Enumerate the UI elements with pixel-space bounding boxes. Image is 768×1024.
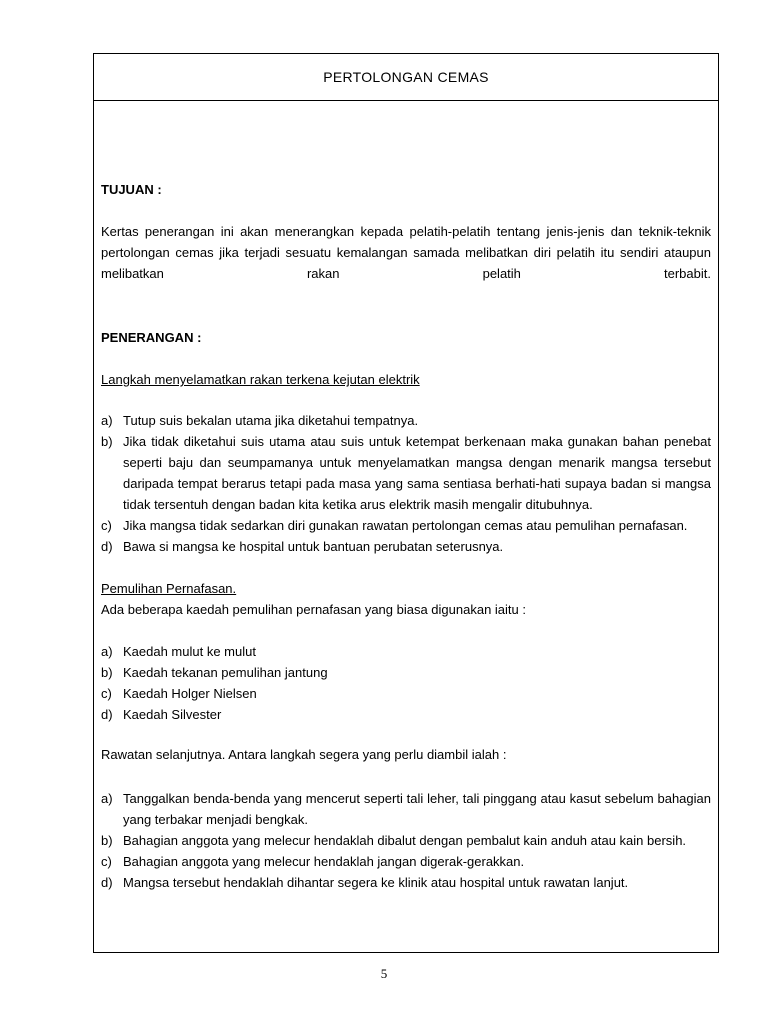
document-frame bbox=[93, 53, 719, 953]
section3-list bbox=[101, 788, 711, 893]
page-title: PERTOLONGAN CEMAS bbox=[94, 54, 718, 101]
list-item: a) Kaedah mulut ke mulut bbox=[101, 644, 256, 659]
list-item: c) Bahagian anggota yang melecur hendaklah jangan digerak-gerakkan. bbox=[101, 854, 525, 869]
list-item: d) Kaedah Silvester bbox=[101, 707, 222, 722]
section2-subheading: Pemulihan Pernafasan. bbox=[101, 581, 237, 596]
tujuan-paragraph: Kertas penerangan ini akan menerangkan kepada pelatih-pelatih tentang jenis-jenis dan teknik-teknik pertolongan cemas jika terjadi sesuatu kemalangan samada melibatkan diri pelatih itu sendiri ataupun melibatkan rakan pelatih terbabit. bbox=[101, 224, 711, 281]
list-item: b) Kaedah tekanan pemulihan jantung bbox=[101, 665, 328, 680]
list-item: b) Jika tidak diketahui suis utama atau suis untuk ketempat berkenaan maka gunakan bahan penebat seperti baju dan seumpamanya untuk menyelamatkan mangsa dengan menarik mangsa tersebut daripada tempat berarus tetapi pada masa yang sama sentiasa berhati-hati supaya badan si mangsa tidak tersentuh dengan badan kita ketika arus elektrik masih mengalir ditubuhnya. bbox=[101, 434, 711, 512]
list-item: b) Bahagian anggota yang melecur hendaklah dibalut dengan pembalut kain anduh atau kain bersih. bbox=[101, 833, 687, 848]
section3-intro: Rawatan selanjutnya. Antara langkah segera yang perlu diambil ialah : bbox=[101, 747, 507, 762]
page-number: 5 bbox=[380, 966, 388, 981]
list-item: d) Bawa si mangsa ke hospital untuk bantuan perubatan seterusnya. bbox=[101, 539, 504, 554]
penerangan-heading: PENERANGAN : bbox=[101, 330, 202, 345]
section1-subheading: Langkah menyelamatkan rakan terkena kejutan elektrik bbox=[101, 372, 420, 387]
section2-list bbox=[101, 641, 711, 725]
tujuan-heading: TUJUAN : bbox=[101, 182, 162, 197]
section2-intro: Ada beberapa kaedah pemulihan pernafasan yang biasa digunakan iaitu : bbox=[101, 602, 526, 617]
list-item: d) Mangsa tersebut hendaklah dihantar segera ke klinik atau hospital untuk rawatan lanjut. bbox=[101, 875, 629, 890]
list-item: a) Tanggalkan benda-benda yang mencerut seperti tali leher, tali pinggang atau kasut sebelum bahagian yang terbakar menjadi bengkak. bbox=[101, 791, 711, 827]
list-item: a) Tutup suis bekalan utama jika diketahui tempatnya. bbox=[101, 413, 419, 428]
section1-list bbox=[101, 410, 711, 557]
list-item: c) Jika mangsa tidak sedarkan diri gunakan rawatan pertolongan cemas atau pemulihan pernafasan. bbox=[101, 518, 688, 533]
list-item: c) Kaedah Holger Nielsen bbox=[101, 686, 257, 701]
